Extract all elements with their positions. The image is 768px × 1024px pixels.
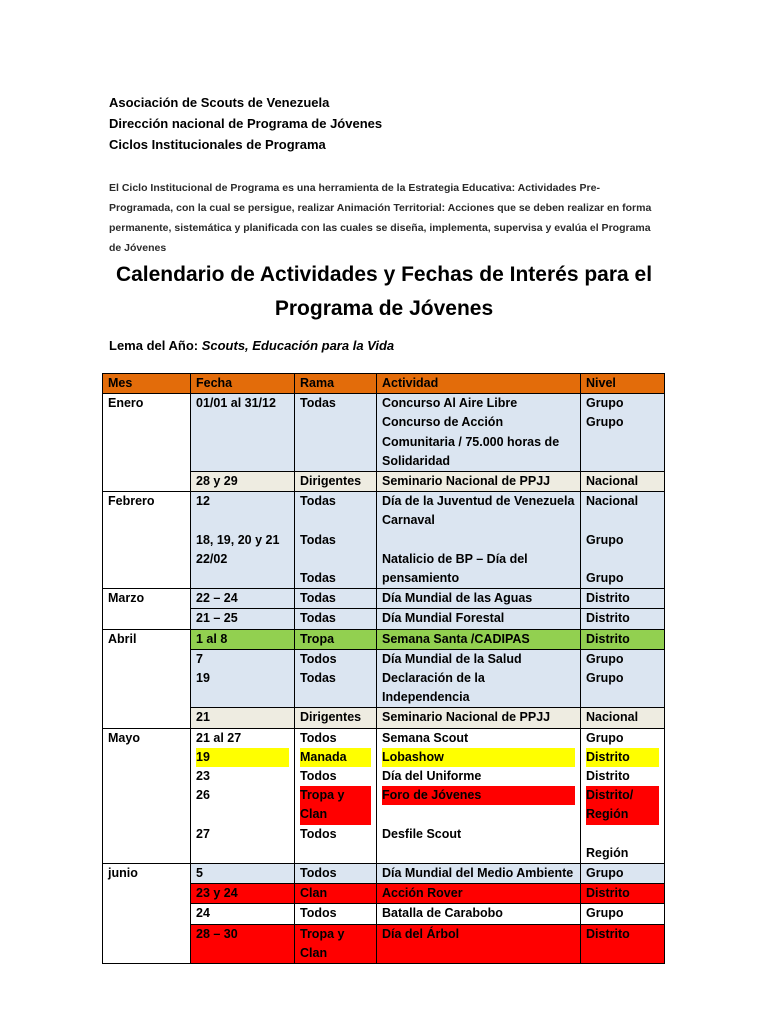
nivel-entry: Distrito bbox=[586, 769, 630, 784]
actividad-cell: Día Mundial Forestal bbox=[377, 609, 581, 629]
fecha-cell: 5 bbox=[191, 864, 295, 884]
motto bbox=[109, 338, 394, 353]
actividad-entry: Concurso Al Aire Libre bbox=[382, 396, 518, 411]
fecha-entry: 19 bbox=[196, 748, 289, 767]
rama-entry: Todas bbox=[300, 571, 336, 585]
actividad-cell: Día del Árbol bbox=[377, 924, 581, 963]
actividad-entry: Concurso de Acción Comunitaria / 75.000 horas de Solidaridad bbox=[382, 415, 560, 468]
fecha-cell: 1 al 8 bbox=[191, 629, 295, 649]
actividad-cell bbox=[377, 492, 581, 589]
actividad-cell bbox=[377, 728, 581, 863]
actividad-entry: Semana Scout bbox=[382, 730, 469, 745]
rama-cell: Tropa bbox=[295, 629, 377, 649]
motto-label: Lema del Año: bbox=[109, 338, 199, 353]
rama-entry: Todos bbox=[300, 769, 337, 784]
fecha-entry: 7 bbox=[196, 651, 203, 666]
nivel-cell: Grupo bbox=[581, 864, 665, 884]
actividad-entry: Carnaval bbox=[382, 513, 435, 528]
nivel-cell: Distrito bbox=[581, 609, 665, 629]
month-cell: Febrero bbox=[103, 492, 191, 589]
org-line-2: Dirección nacional de Programa de Jóvenes bbox=[109, 116, 383, 131]
table-row bbox=[103, 864, 665, 884]
org-line-3: Ciclos Institucionales de Programa bbox=[109, 137, 326, 152]
nivel-entry: Grupo bbox=[586, 532, 624, 547]
month-cell: junio bbox=[103, 864, 191, 964]
nivel-cell bbox=[581, 492, 665, 589]
fecha-cell: 21 – 25 bbox=[191, 609, 295, 629]
fecha-entry: 12 bbox=[196, 494, 210, 509]
fecha-cell bbox=[191, 649, 295, 708]
actividad-entry: Natalicio de BP – Día del pensamiento bbox=[382, 551, 528, 586]
fecha-cell bbox=[191, 728, 295, 863]
nivel-cell: Distrito bbox=[581, 629, 665, 649]
nivel-cell bbox=[581, 649, 665, 708]
actividad-cell: Acción Rover bbox=[377, 884, 581, 904]
header-rama: Rama bbox=[295, 374, 377, 394]
fecha-cell: 21 bbox=[191, 708, 295, 728]
nivel-cell: Nacional bbox=[581, 708, 665, 728]
month-cell: Abril bbox=[103, 629, 191, 728]
fecha-cell: 01/01 al 31/12 bbox=[191, 394, 295, 472]
fecha-cell: 22 – 24 bbox=[191, 589, 295, 609]
nivel-entry: Grupo bbox=[586, 396, 624, 411]
rama-cell: Todas bbox=[295, 609, 377, 629]
nivel-cell bbox=[581, 728, 665, 863]
fecha-cell: 28 y 29 bbox=[191, 472, 295, 492]
table-row bbox=[103, 492, 665, 589]
actividad-cell: Día Mundial de las Aguas bbox=[377, 589, 581, 609]
nivel-entry: Grupo bbox=[586, 651, 624, 666]
org-line-1: Asociación de Scouts de Venezuela bbox=[109, 95, 330, 110]
header-nivel: Nivel bbox=[581, 374, 665, 394]
nivel-cell: Distrito bbox=[581, 924, 665, 963]
nivel-cell: Grupo bbox=[581, 904, 665, 924]
rama-cell: Tropa y Clan bbox=[295, 924, 377, 963]
nivel-cell bbox=[581, 394, 665, 472]
rama-cell: Todas bbox=[295, 394, 377, 472]
table-row bbox=[103, 394, 665, 472]
fecha-cell bbox=[191, 492, 295, 589]
rama-cell bbox=[295, 728, 377, 863]
rama-cell: Dirigentes bbox=[295, 708, 377, 728]
fecha-entry: 26 bbox=[196, 788, 210, 803]
actividad-cell: Seminario Nacional de PPJJ bbox=[377, 472, 581, 492]
actividad-cell bbox=[377, 649, 581, 708]
header-fecha: Fecha bbox=[191, 374, 295, 394]
actividad-entry: Desfile Scout bbox=[382, 826, 462, 841]
nivel-entry: Grupo bbox=[586, 415, 624, 430]
page-title: Calendario de Actividades y Fechas de Interés para el Programa de Jóvenes bbox=[115, 263, 653, 320]
header-mes: Mes bbox=[103, 374, 191, 394]
rama-entry: Todos bbox=[300, 651, 337, 666]
intro-paragraph: El Ciclo Institucional de Programa es una herramienta de la Estrategia Educativa: Actividades Pre-Programada, con la cual se persigue, realizar Animación Territorial: Acciones que se deben realizar en forma permanente, sistemática y planificada con las cuales se diseña, implementa, supervisa y evalúa el Programa de Jóvenes bbox=[109, 182, 652, 254]
nivel-entry: Nacional bbox=[586, 494, 639, 509]
nivel-entry: Región bbox=[586, 845, 629, 860]
month-cell: Enero bbox=[103, 394, 191, 492]
fecha-entry: 23 bbox=[196, 769, 210, 784]
nivel-cell: Nacional bbox=[581, 472, 665, 492]
actividad-entry: Día Mundial de la Salud bbox=[382, 651, 522, 666]
rama-cell: Todos bbox=[295, 904, 377, 924]
fecha-cell: 24 bbox=[191, 904, 295, 924]
nivel-entry: Grupo bbox=[586, 730, 624, 745]
table-row bbox=[103, 728, 665, 863]
nivel-entry: Grupo bbox=[586, 571, 624, 585]
motto-value: Scouts, Educación para la Vida bbox=[201, 338, 395, 353]
fecha-entry: 21 al 27 bbox=[196, 730, 242, 745]
actividad-entry: Día de la Juventud de Venezuela bbox=[382, 494, 575, 509]
rama-cell: Clan bbox=[295, 884, 377, 904]
actividad-entry: Día del Uniforme bbox=[382, 769, 482, 784]
nivel-entry: Distrito bbox=[586, 748, 659, 767]
table-row bbox=[103, 629, 665, 649]
nivel-entry: Distrito/ Región bbox=[586, 786, 659, 824]
month-cell: Mayo bbox=[103, 728, 191, 863]
fecha-entry: 27 bbox=[196, 826, 210, 841]
actividad-entry: Declaración de la Independencia bbox=[382, 671, 485, 705]
table-row bbox=[103, 589, 665, 609]
rama-entry: Todas bbox=[300, 671, 336, 686]
actividad-cell: Batalla de Carabobo bbox=[377, 904, 581, 924]
actividad-cell: Semana Santa /CADIPAS bbox=[377, 629, 581, 649]
rama-entry: Todos bbox=[300, 730, 337, 745]
nivel-cell: Distrito bbox=[581, 884, 665, 904]
rama-entry: Manada bbox=[300, 748, 371, 767]
fecha-entry: 18, 19, 20 y 21 bbox=[196, 532, 280, 547]
nivel-entry: Grupo bbox=[586, 671, 624, 686]
actividad-entry: Foro de Jóvenes bbox=[382, 786, 575, 805]
rama-cell: Todas bbox=[295, 589, 377, 609]
header-actividad: Actividad bbox=[377, 374, 581, 394]
fecha-entry: 19 bbox=[196, 671, 210, 686]
activities-table bbox=[102, 373, 665, 964]
organization-header bbox=[109, 92, 382, 155]
table-header-row bbox=[103, 374, 665, 394]
actividad-cell: Seminario Nacional de PPJJ bbox=[377, 708, 581, 728]
fecha-cell: 28 – 30 bbox=[191, 924, 295, 963]
nivel-cell: Distrito bbox=[581, 589, 665, 609]
rama-cell: Dirigentes bbox=[295, 472, 377, 492]
month-cell: Marzo bbox=[103, 589, 191, 629]
actividad-cell: Día Mundial del Medio Ambiente bbox=[377, 864, 581, 884]
rama-cell bbox=[295, 649, 377, 708]
rama-cell bbox=[295, 492, 377, 589]
actividad-entry: Lobashow bbox=[382, 748, 575, 767]
fecha-cell: 23 y 24 bbox=[191, 884, 295, 904]
rama-cell: Todos bbox=[295, 864, 377, 884]
rama-entry: Todos bbox=[300, 826, 337, 841]
rama-entry: Tropa y Clan bbox=[300, 786, 371, 824]
rama-entry: Todas bbox=[300, 532, 336, 547]
fecha-entry: 22/02 bbox=[196, 551, 228, 566]
actividad-cell bbox=[377, 394, 581, 472]
rama-entry: Todas bbox=[300, 494, 336, 509]
